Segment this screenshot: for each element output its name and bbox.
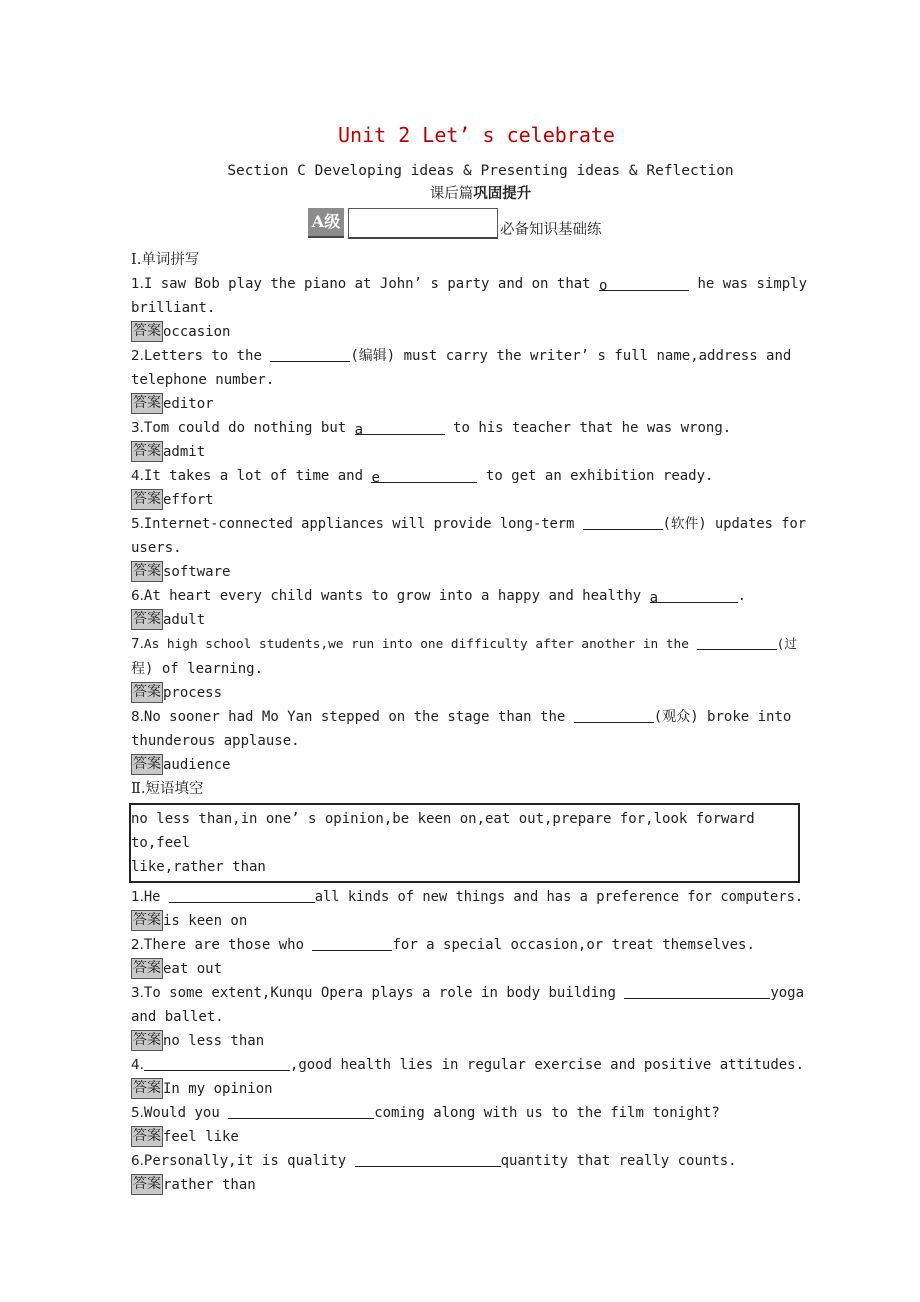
question-3: 3.Tom could do nothing but a to his teacher that he was wrong. xyxy=(131,420,732,438)
phrase-question-6: 6.Personally,it is quality quantity that really counts. xyxy=(131,1149,806,1173)
answer-tag: 答案 xyxy=(131,561,163,582)
answer-row xyxy=(131,560,806,584)
question-8-line2: thunderous applause. xyxy=(131,733,300,749)
answer-blank xyxy=(144,1054,290,1071)
answer-row xyxy=(131,392,806,416)
answer-text: is keen on xyxy=(163,913,248,929)
answer-text: process xyxy=(163,685,223,701)
answer-blank xyxy=(169,886,315,903)
answer-text: occasion xyxy=(163,324,231,340)
phrase-bank-line1: no less than,in one’ s opinion,be keen on,eat out,prepare for,look forward to,feel xyxy=(131,811,755,851)
worksheet-page xyxy=(131,120,806,1197)
answer-tag: 答案 xyxy=(131,489,163,510)
answer-text: no less than xyxy=(163,1033,265,1049)
phrase-bank-line2: like,rather than xyxy=(131,859,266,875)
answer-tag: 答案 xyxy=(131,441,163,462)
answer-blank xyxy=(355,1150,501,1167)
question-1: 1.I saw Bob play the piano at John’ s party and on that o he was simply xyxy=(131,276,808,294)
answer-tag: 答案 xyxy=(131,958,163,979)
question-5: 5.Internet-connected appliances will provide long-term (软件) updates for xyxy=(131,512,806,536)
answer-tag: 答案 xyxy=(131,1030,163,1051)
answer-blank: e xyxy=(371,466,477,483)
answer-text: In my opinion xyxy=(163,1081,273,1097)
answer-tag: 答案 xyxy=(131,1078,163,1099)
phrase-bank-box xyxy=(129,803,800,883)
answer-row xyxy=(131,320,806,344)
question-7: 7.As high school students,we run into one difficulty after another in the (过 xyxy=(131,632,806,657)
subtitle-plain: 课后篇 xyxy=(429,186,474,202)
question-8: 8.No sooner had Mo Yan stepped on the stage than the (观众) broke into xyxy=(131,705,806,729)
answer-row xyxy=(131,957,806,981)
answer-row xyxy=(131,1077,806,1101)
answer-row xyxy=(131,1173,806,1197)
answer-text: rather than xyxy=(163,1177,256,1193)
answer-text: editor xyxy=(163,396,214,412)
answer-text: software xyxy=(163,564,231,580)
answer-tag: 答案 xyxy=(131,321,163,342)
question-4: 4.It takes a lot of time and e to get an exhibition ready. xyxy=(131,468,714,486)
level-badge: A级 xyxy=(308,208,344,238)
answer-row xyxy=(131,681,806,705)
answer-row xyxy=(131,909,806,933)
answer-tag: 答案 xyxy=(131,1174,163,1195)
phrase-question-2: 2.There are those who for a special occasion,or treat themselves. xyxy=(131,933,806,957)
answer-text: adult xyxy=(163,612,206,628)
phrase-question-1: 1.He all kinds of new things and has a preference for computers. xyxy=(131,885,806,909)
answer-blank xyxy=(574,706,654,723)
answer-tag: 答案 xyxy=(131,1126,163,1147)
answer-text: audience xyxy=(163,757,231,773)
phrase-question-3-line2: and ballet. xyxy=(131,1009,224,1025)
answer-row xyxy=(131,1125,806,1149)
question-2: 2.Letters to the (编辑) must carry the writer’ s full name,address and xyxy=(131,344,806,368)
answer-blank xyxy=(312,934,392,951)
answer-blank: a xyxy=(650,586,738,603)
practice-subtitle xyxy=(155,182,806,206)
answer-text: eat out xyxy=(163,961,223,977)
answer-row xyxy=(131,488,806,512)
answer-blank xyxy=(270,345,350,362)
answer-tag: 答案 xyxy=(131,910,163,931)
answer-tag: 答案 xyxy=(131,754,163,775)
answer-blank xyxy=(228,1102,374,1119)
answer-tag: 答案 xyxy=(131,682,163,703)
section-subtitle: Section C Developing ideas & Presenting ideas & Reflection xyxy=(227,163,734,179)
level-bar xyxy=(131,208,806,248)
answer-blank xyxy=(697,633,777,650)
question-1-line2: brilliant. xyxy=(131,300,216,316)
question-6: 6.At heart every child wants to grow into a happy and healthy a . xyxy=(131,588,747,606)
part1-heading: Ⅰ.单词拼写 xyxy=(131,252,200,268)
phrase-question-5: 5.Would you coming along with us to the film tonight? xyxy=(131,1101,806,1125)
answer-tag: 答案 xyxy=(131,393,163,414)
answer-row xyxy=(131,1029,806,1053)
question-7-line2: 程) of learning. xyxy=(131,661,264,677)
phrase-question-3: 3.To some extent,Kunqu Opera plays a role in body building yoga xyxy=(131,981,806,1005)
answer-text: effort xyxy=(163,492,214,508)
part2-heading: Ⅱ.短语填空 xyxy=(131,781,204,797)
answer-blank xyxy=(624,982,770,999)
phrase-question-4: 4. ,good health lies in regular exercise and positive attitudes. xyxy=(131,1053,806,1077)
answer-tag: 答案 xyxy=(131,609,163,630)
page-title: Unit 2 Let’ s celebrate xyxy=(338,123,615,147)
question-2-line2: telephone number. xyxy=(131,372,275,388)
level-box xyxy=(348,208,498,239)
question-5-line2: users. xyxy=(131,540,182,556)
answer-text: feel like xyxy=(163,1129,239,1145)
answer-blank xyxy=(583,513,663,530)
answer-row xyxy=(131,753,806,777)
answer-blank: o xyxy=(599,274,689,291)
level-label: 必备知识基础练 xyxy=(500,222,602,238)
answer-row xyxy=(131,440,806,464)
answer-row xyxy=(131,608,806,632)
answer-blank: a xyxy=(355,418,445,435)
subtitle-bold: 巩固提升 xyxy=(473,185,532,202)
answer-text: admit xyxy=(163,444,206,460)
